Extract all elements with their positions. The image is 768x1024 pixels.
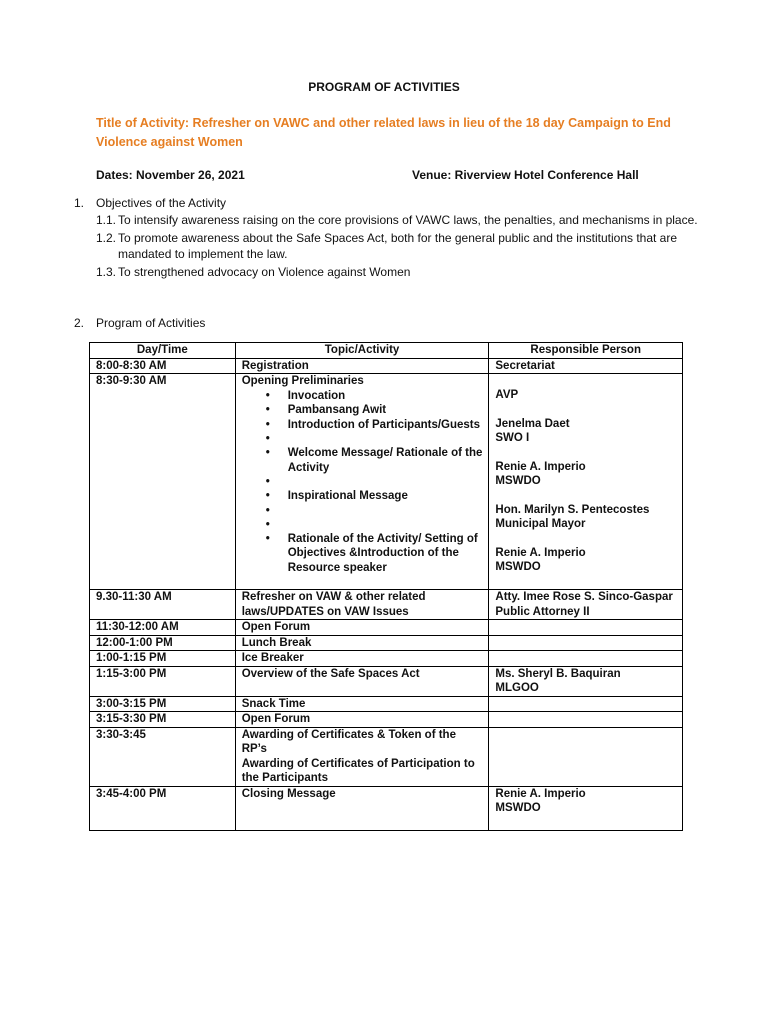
person-name: Ms. Sheryl B. Baquiran <box>495 667 621 680</box>
cell-topic: Open Forum <box>235 712 489 728</box>
person-role: MSWDO <box>495 802 541 814</box>
cell-time: 3:15-3:30 PM <box>90 712 236 728</box>
person-name: Hon. Marilyn S. Pentecostes <box>495 503 650 516</box>
objectives-list <box>96 212 726 282</box>
list-item: • Pambansang Awit <box>288 403 483 418</box>
person-name: Renie A. Imperio <box>495 546 586 559</box>
spacer <box>495 816 676 830</box>
cell-time: 9.30-11:30 AM <box>90 590 236 620</box>
cell-topic <box>235 374 489 590</box>
table-header-row <box>90 343 683 359</box>
cell-person <box>489 620 683 636</box>
person-role: Public Attorney II <box>495 605 590 618</box>
cell-time: 12:00-1:00 PM <box>90 635 236 651</box>
topic-line: Awarding of Certificates & Token of the RP’s <box>241 728 456 755</box>
cell-topic: Registration <box>235 358 489 374</box>
objective-text: To promote awareness about the Safe Spaces Act, both for the general public and the institutions that are mandated to implement the law. <box>118 231 678 261</box>
table-row <box>90 620 683 636</box>
table-row <box>90 651 683 667</box>
cell-time: 11:30-12:00 AM <box>90 620 236 636</box>
cell-person <box>489 712 683 728</box>
cell-time: 1:00-1:15 PM <box>90 651 236 667</box>
person-role: MLGOO <box>495 682 539 694</box>
list-item: • Invocation <box>288 389 483 404</box>
spacer <box>495 532 676 546</box>
cell-person <box>489 696 683 712</box>
activity-title: Title of Activity: Refresher on VAWC and other related laws in lieu of the 18 day Campaign to End Violence against Women <box>96 116 671 149</box>
person-role: MSWDO <box>495 475 541 487</box>
person-role: MSWDO <box>495 561 541 573</box>
spacer <box>288 475 483 489</box>
program-table <box>89 342 683 831</box>
cell-topic: Ice Breaker <box>235 651 489 667</box>
list-item: • Inspirational Message <box>288 489 483 504</box>
list-item: • Introduction of Participants/Guests <box>288 418 483 433</box>
column-header-topic: Topic/Activity <box>235 343 489 359</box>
cell-time: 8:00-8:30 AM <box>90 358 236 374</box>
cell-person: Secretariat <box>489 358 683 374</box>
cell-person <box>489 590 683 620</box>
section-number: 1. <box>74 196 85 210</box>
cell-person <box>489 786 683 830</box>
spacer <box>288 432 483 446</box>
table-row <box>90 358 683 374</box>
table-row <box>90 635 683 651</box>
person-name: Renie A. Imperio <box>495 787 586 800</box>
person-name: Renie A. Imperio <box>495 460 586 473</box>
dates-line: Dates: November 26, 2021 <box>96 168 245 182</box>
list-item: • Rationale of the Activity/ Setting of Objectives &Introduction of the Resource speaker <box>288 532 483 576</box>
person-name: AVP <box>495 389 519 401</box>
objective-number: 1.2. <box>96 231 117 245</box>
spacer <box>288 518 483 532</box>
table-row <box>90 590 683 620</box>
table-row <box>90 727 683 786</box>
topic-line: Awarding of Certificates of Participation to the Participants <box>241 757 475 784</box>
person-name: Atty. Imee Rose S. Sinco-Gaspar <box>495 591 673 603</box>
topic-heading: Opening Preliminaries <box>241 375 364 387</box>
cell-topic: Lunch Break <box>235 635 489 651</box>
venue-line: Venue: Riverview Hotel Conference Hall <box>412 168 639 182</box>
cell-time: 8:30-9:30 AM <box>90 374 236 590</box>
cell-topic: Closing Message <box>235 786 489 830</box>
spacer <box>495 403 676 417</box>
person-role: SWO I <box>495 432 530 444</box>
objective-item <box>96 212 726 228</box>
person-name: Jenelma Daet <box>495 417 570 430</box>
objective-item <box>96 264 726 280</box>
objective-text: To strengthened advocacy on Violence against Women <box>118 265 411 279</box>
spacer <box>495 489 676 503</box>
cell-topic: Snack Time <box>235 696 489 712</box>
column-header-person: Responsible Person <box>489 343 683 359</box>
section-number: 2. <box>74 316 85 330</box>
column-header-time: Day/Time <box>90 343 236 359</box>
section-title-program: Program of Activities <box>96 316 206 330</box>
spacer <box>288 504 483 518</box>
objective-item <box>96 230 726 262</box>
cell-person <box>489 727 683 786</box>
objective-number: 1.3. <box>96 265 117 279</box>
cell-person <box>489 374 683 590</box>
cell-time: 3:45-4:00 PM <box>90 786 236 830</box>
cell-topic: Refresher on VAW & other related laws/UPDATES on VAW Issues <box>235 590 489 620</box>
cell-topic <box>235 727 489 786</box>
person-role: Municipal Mayor <box>495 518 586 530</box>
objective-number: 1.1. <box>96 213 117 227</box>
spacer <box>242 575 483 589</box>
table-row <box>90 374 683 590</box>
page-title: PROGRAM OF ACTIVITIES <box>308 80 460 94</box>
cell-person <box>489 635 683 651</box>
cell-time: 3:30-3:45 <box>90 727 236 786</box>
list-item: • Welcome Message/ Rationale of the Activity <box>288 446 483 475</box>
table-row <box>90 786 683 830</box>
cell-person <box>489 651 683 667</box>
table-row <box>90 666 683 696</box>
table-row <box>90 712 683 728</box>
cell-time: 3:00-3:15 PM <box>90 696 236 712</box>
section-title-objectives: Objectives of the Activity <box>96 196 227 210</box>
spacer <box>495 446 676 460</box>
objective-text: To intensify awareness raising on the core provisions of VAWC laws, the penalties, and mechanisms in place. <box>118 213 698 227</box>
preliminaries-list <box>242 389 483 576</box>
cell-topic: Open Forum <box>235 620 489 636</box>
spacer <box>495 374 676 388</box>
cell-time: 1:15-3:00 PM <box>90 666 236 696</box>
table-row <box>90 696 683 712</box>
cell-person <box>489 666 683 696</box>
cell-topic: Overview of the Safe Spaces Act <box>235 666 489 696</box>
